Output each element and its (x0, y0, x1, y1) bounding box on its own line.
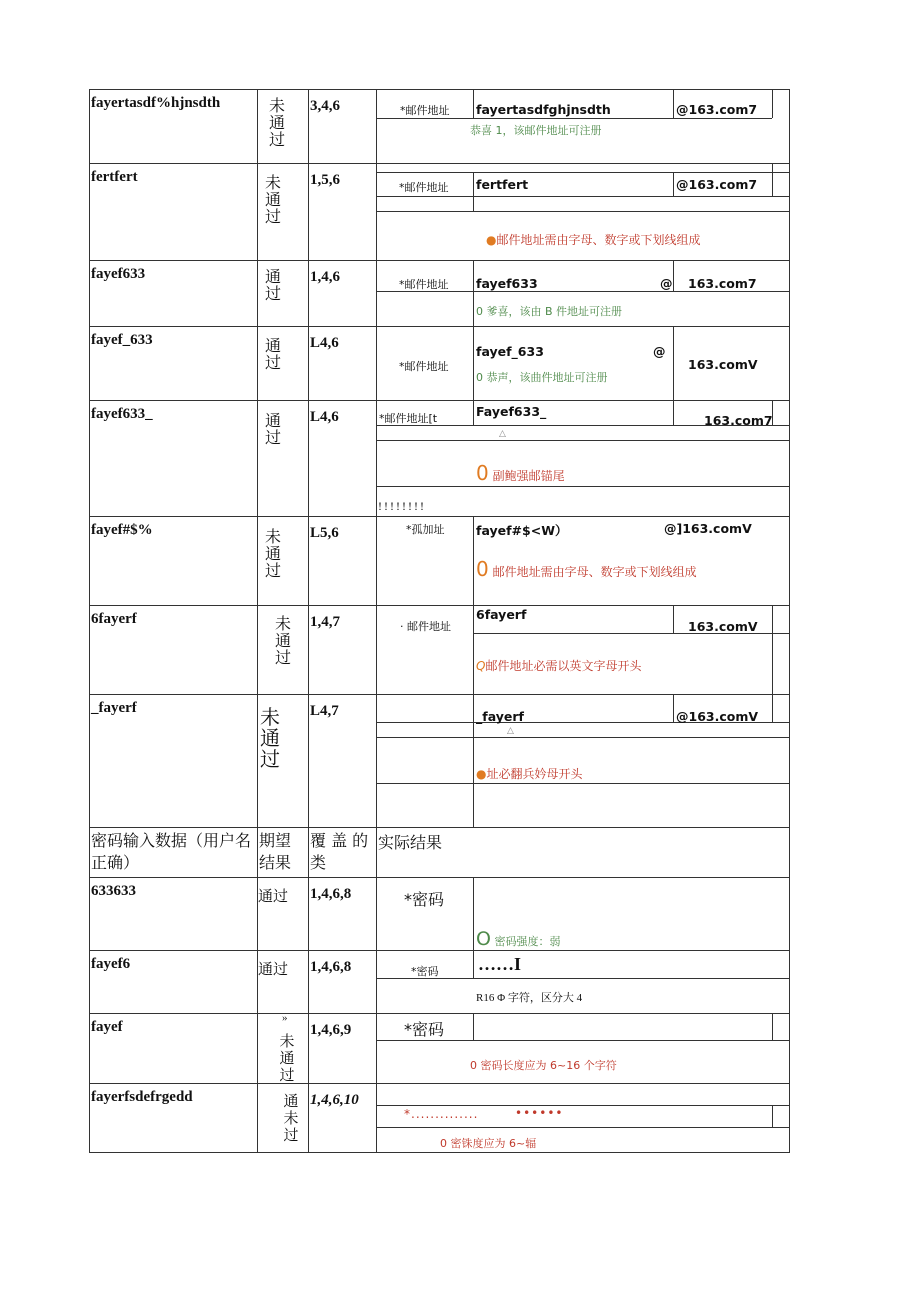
validation-message (476, 461, 565, 485)
expected-result: 通过 (264, 336, 281, 372)
validation-message: 0 密码长度应为 6~16 个字符 (470, 1059, 617, 1072)
error-icon: Q (476, 659, 486, 673)
field-label: *孤加址 (406, 523, 445, 536)
validation-text: 副鲍强邮锚尾 (492, 469, 565, 483)
validation-text: 址必翻兵妗母开头 (486, 767, 583, 781)
expected-result: 未通过 (264, 527, 281, 580)
email-domain: @163.com7 (676, 177, 758, 192)
at-sign: @ (653, 344, 666, 359)
password-input-data: fayef6 (91, 956, 131, 972)
email-value: fayertasdfghjnsdth (476, 102, 611, 117)
expected-result: 通过 (258, 887, 289, 905)
circle-icon: O (476, 928, 491, 950)
field-label: *邮件地址 (400, 104, 450, 117)
field-label: *密码 (404, 890, 445, 909)
email-input-data: _fayerf (91, 700, 137, 716)
validation-message (476, 657, 641, 674)
header-input-data: 密码输入数据（用户名正确） (91, 831, 252, 872)
error-icon: 0 (476, 557, 489, 581)
strength-message (476, 928, 560, 950)
password-input-data: fayerfsdefrgedd (91, 1089, 193, 1105)
coverage-classes: 1,4,6,8 (310, 959, 352, 975)
field-label: *密码 (411, 965, 439, 978)
expected-result: 通未过 (283, 1092, 299, 1144)
validation-message: 恭喜 1，该邮件地址可注册 (470, 124, 602, 137)
expected-result: 通过 (258, 960, 289, 978)
dots-text: !!!!!!!! (378, 499, 426, 513)
validation-text: 邮件地址必需以英文字母开头 (485, 659, 642, 673)
field-label: *邮件地址 (399, 278, 449, 291)
error-icon: 0 (476, 461, 489, 485)
email-value: _fayerf (476, 709, 524, 724)
expected-result: 通过 (264, 411, 281, 447)
email-input-data: fayef_633 (91, 332, 153, 348)
email-domain: 163.com7 (704, 413, 773, 428)
header-coverage: 覆 盖 的类 (310, 831, 369, 872)
password-input-data: 633633 (91, 883, 136, 899)
email-domain: @163.com7 (676, 102, 758, 117)
coverage-classes: L4,6 (310, 335, 339, 351)
email-domain: @163.comV (676, 709, 759, 724)
coverage-classes: 3,4,6 (310, 98, 340, 114)
hint-message: R16 Φ 字符，区分大 4 (476, 992, 583, 1004)
email-value: fayef#$<W） (476, 523, 568, 538)
email-domain: 163.com7 (688, 276, 757, 291)
email-input-data: fayef633_ (91, 406, 153, 422)
validation-message: 0 恭声，该曲件地址可注册 (476, 371, 608, 384)
email-domain: 163.comV (688, 357, 758, 372)
validation-message (476, 765, 583, 782)
email-value: 6fayerf (476, 607, 527, 622)
email-value: fayef633 (476, 276, 538, 291)
validation-text: 邮件地址需由字母、数字或下划线组成 (496, 233, 701, 247)
expected-result: 未通过 (264, 173, 281, 226)
expected-result: 未通过 (260, 705, 280, 771)
field-label: *邮件地址[t (379, 412, 438, 425)
validation-message (486, 231, 701, 248)
field-label: *密码 (404, 1020, 445, 1039)
validation-message (476, 557, 697, 581)
caret-marker: △ (499, 428, 506, 438)
email-value: fertfert (476, 177, 529, 192)
email-domain: 163.comV (688, 619, 758, 634)
coverage-classes: 1,4,6 (310, 269, 340, 285)
email-input-data: 6fayerf (91, 611, 137, 627)
header-actual: 实际结果 (378, 833, 443, 852)
email-domain: @]163.comV (664, 521, 752, 536)
coverage-classes: 1,4,6,10 (310, 1092, 359, 1108)
field-label: *邮件地址 (399, 360, 449, 373)
password-value: ……I (478, 954, 522, 974)
password-dots: •••••• (515, 1106, 564, 1120)
expected-result: 未通过 (274, 614, 291, 667)
coverage-classes: L4,7 (310, 703, 339, 719)
at-sign: @ (660, 276, 673, 291)
email-value: Fayef633_ (476, 404, 547, 419)
coverage-classes: 1,5,6 (310, 172, 340, 188)
strength-text: 密码强度：弱 (494, 935, 561, 948)
validation-message: 0 密铢度应为 6~辐 (440, 1137, 537, 1150)
warning-icon: ● (486, 233, 497, 247)
expected-result: 未通过 (268, 96, 285, 149)
field-label: *.............. (404, 1107, 479, 1121)
expected-result: 通过 (264, 267, 281, 303)
email-input-data: fayertasdf%hjnsdth (91, 95, 221, 111)
expected-result: 未通过 (279, 1032, 295, 1084)
coverage-classes: 1,4,7 (310, 614, 340, 630)
validation-text: 邮件地址需由字母、数字或下划线组成 (492, 565, 697, 579)
email-input-data: fayef#$% (91, 522, 153, 538)
coverage-classes: L4,6 (310, 409, 339, 425)
header-expected: 期望结果 (259, 831, 292, 872)
email-input-data: fertfert (91, 169, 138, 185)
validation-message: 0 爹喜，该由 B 件地址可注册 (476, 305, 623, 318)
marker-text: » (282, 1012, 288, 1024)
warning-icon: ● (476, 767, 487, 781)
caret-marker: △ (507, 725, 514, 735)
password-input-data: fayef (91, 1019, 123, 1035)
field-label: · 邮件地址 (400, 620, 451, 633)
coverage-classes: 1,4,6,9 (310, 1022, 352, 1038)
coverage-classes: 1,4,6,8 (310, 886, 352, 902)
email-input-data: fayef633 (91, 266, 146, 282)
field-label: *邮件地址 (399, 181, 449, 194)
email-value: fayef_633 (476, 344, 544, 359)
coverage-classes: L5,6 (310, 525, 339, 541)
